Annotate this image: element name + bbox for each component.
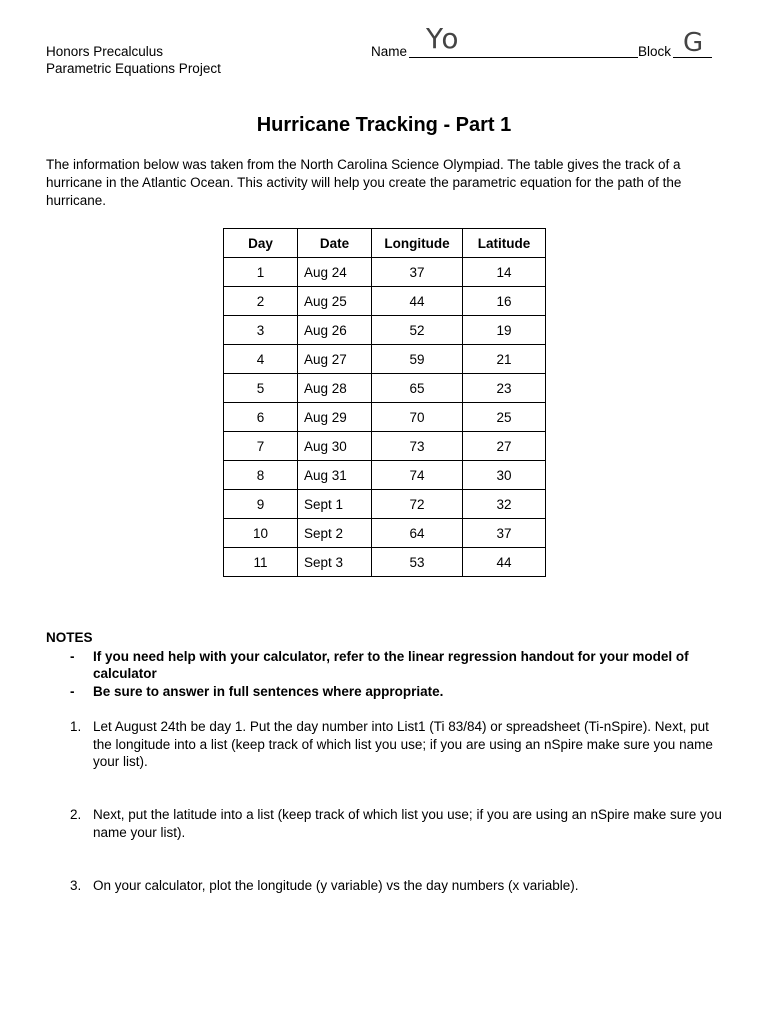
cell-longitude: 64 [372,519,463,548]
column-header-longitude: Longitude [372,229,463,258]
name-label: Name [371,44,408,59]
note-text: Be sure to answer in full sentences where appropriate. [93,684,444,699]
intro-paragraph: The information below was taken from the North Carolina Science Olympiad. The table gives the track of a hurricane in the Atlantic Ocean. This activity will help you create the parametric equation for the path of the hurricane. [46,157,682,208]
cell-latitude: 30 [463,461,546,490]
block-label: Block [638,44,672,59]
cell-day: 5 [224,374,298,403]
cell-date: Sept 2 [298,519,372,548]
table-row [224,345,546,374]
cell-day: 4 [224,345,298,374]
cell-date: Aug 24 [298,258,372,287]
cell-day: 9 [224,490,298,519]
cell-latitude: 25 [463,403,546,432]
cell-longitude: 70 [372,403,463,432]
cell-longitude: 72 [372,490,463,519]
cell-latitude: 32 [463,490,546,519]
cell-date: Aug 29 [298,403,372,432]
page-title: Hurricane Tracking - Part 1 [256,114,512,136]
note-item [46,683,722,700]
cell-longitude: 73 [372,432,463,461]
column-header-latitude: Latitude [463,229,546,258]
table-header-row [224,229,546,258]
step-text: Let August 24th be day 1. Put the day number into List1 (Ti 83/84) or spreadsheet (Ti-nSpire). Next, put the longitude into a list (keep track of which list you use; if you are using an nSpire make sure you name your list). [93,719,713,769]
project-name: Parametric Equations Project [46,61,221,76]
cell-latitude: 44 [463,548,546,577]
cell-latitude: 19 [463,316,546,345]
handwritten-name: Yo [426,22,461,55]
cell-date: Aug 31 [298,461,372,490]
cell-date: Sept 1 [298,490,372,519]
cell-latitude: 21 [463,345,546,374]
cell-day: 2 [224,287,298,316]
table-row [224,287,546,316]
note-text: If you need help with your calculator, refer to the linear regression handout for your model of calculator [93,649,689,681]
table-row [224,403,546,432]
cell-longitude: 59 [372,345,463,374]
notes-heading: NOTES [46,630,93,645]
cell-day: 6 [224,403,298,432]
step-text: Next, put the latitude into a list (keep track of which list you use; if you are using an nSpire make sure you name your list). [93,807,722,840]
cell-date: Aug 26 [298,316,372,345]
bullet-dash: - [70,684,75,699]
cell-day: 10 [224,519,298,548]
table-row [224,519,546,548]
bullet-dash: - [70,649,75,664]
cell-longitude: 37 [372,258,463,287]
step-text: On your calculator, plot the longitude (y variable) vs the day numbers (x variable). [93,878,579,893]
cell-date: Aug 25 [298,287,372,316]
cell-date: Aug 28 [298,374,372,403]
cell-longitude: 65 [372,374,463,403]
cell-day: 3 [224,316,298,345]
cell-day: 1 [224,258,298,287]
step-item [46,806,722,841]
cell-date: Sept 3 [298,548,372,577]
hurricane-track-table [223,228,546,577]
cell-longitude: 52 [372,316,463,345]
table-row [224,258,546,287]
step-item [46,877,722,895]
name-blank-line [409,57,638,58]
step-number: 3. [70,878,82,893]
note-item [46,648,722,682]
table-row [224,316,546,345]
cell-longitude: 74 [372,461,463,490]
cell-day: 7 [224,432,298,461]
notes-list [46,648,722,701]
table-row [224,490,546,519]
column-header-date: Date [298,229,372,258]
cell-latitude: 23 [463,374,546,403]
cell-day: 11 [224,548,298,577]
course-name: Honors Precalculus [46,44,164,59]
cell-date: Aug 30 [298,432,372,461]
cell-date: Aug 27 [298,345,372,374]
cell-day: 8 [224,461,298,490]
cell-longitude: 53 [372,548,463,577]
table-row [224,374,546,403]
cell-latitude: 27 [463,432,546,461]
cell-latitude: 16 [463,287,546,316]
column-header-day: Day [224,229,298,258]
table-row [224,432,546,461]
step-number: 2. [70,807,82,822]
cell-longitude: 44 [372,287,463,316]
step-item [46,718,722,771]
cell-latitude: 37 [463,519,546,548]
step-number: 1. [70,719,82,734]
handwritten-block: G [683,28,704,58]
table-row [224,548,546,577]
cell-latitude: 14 [463,258,546,287]
table-row [224,461,546,490]
